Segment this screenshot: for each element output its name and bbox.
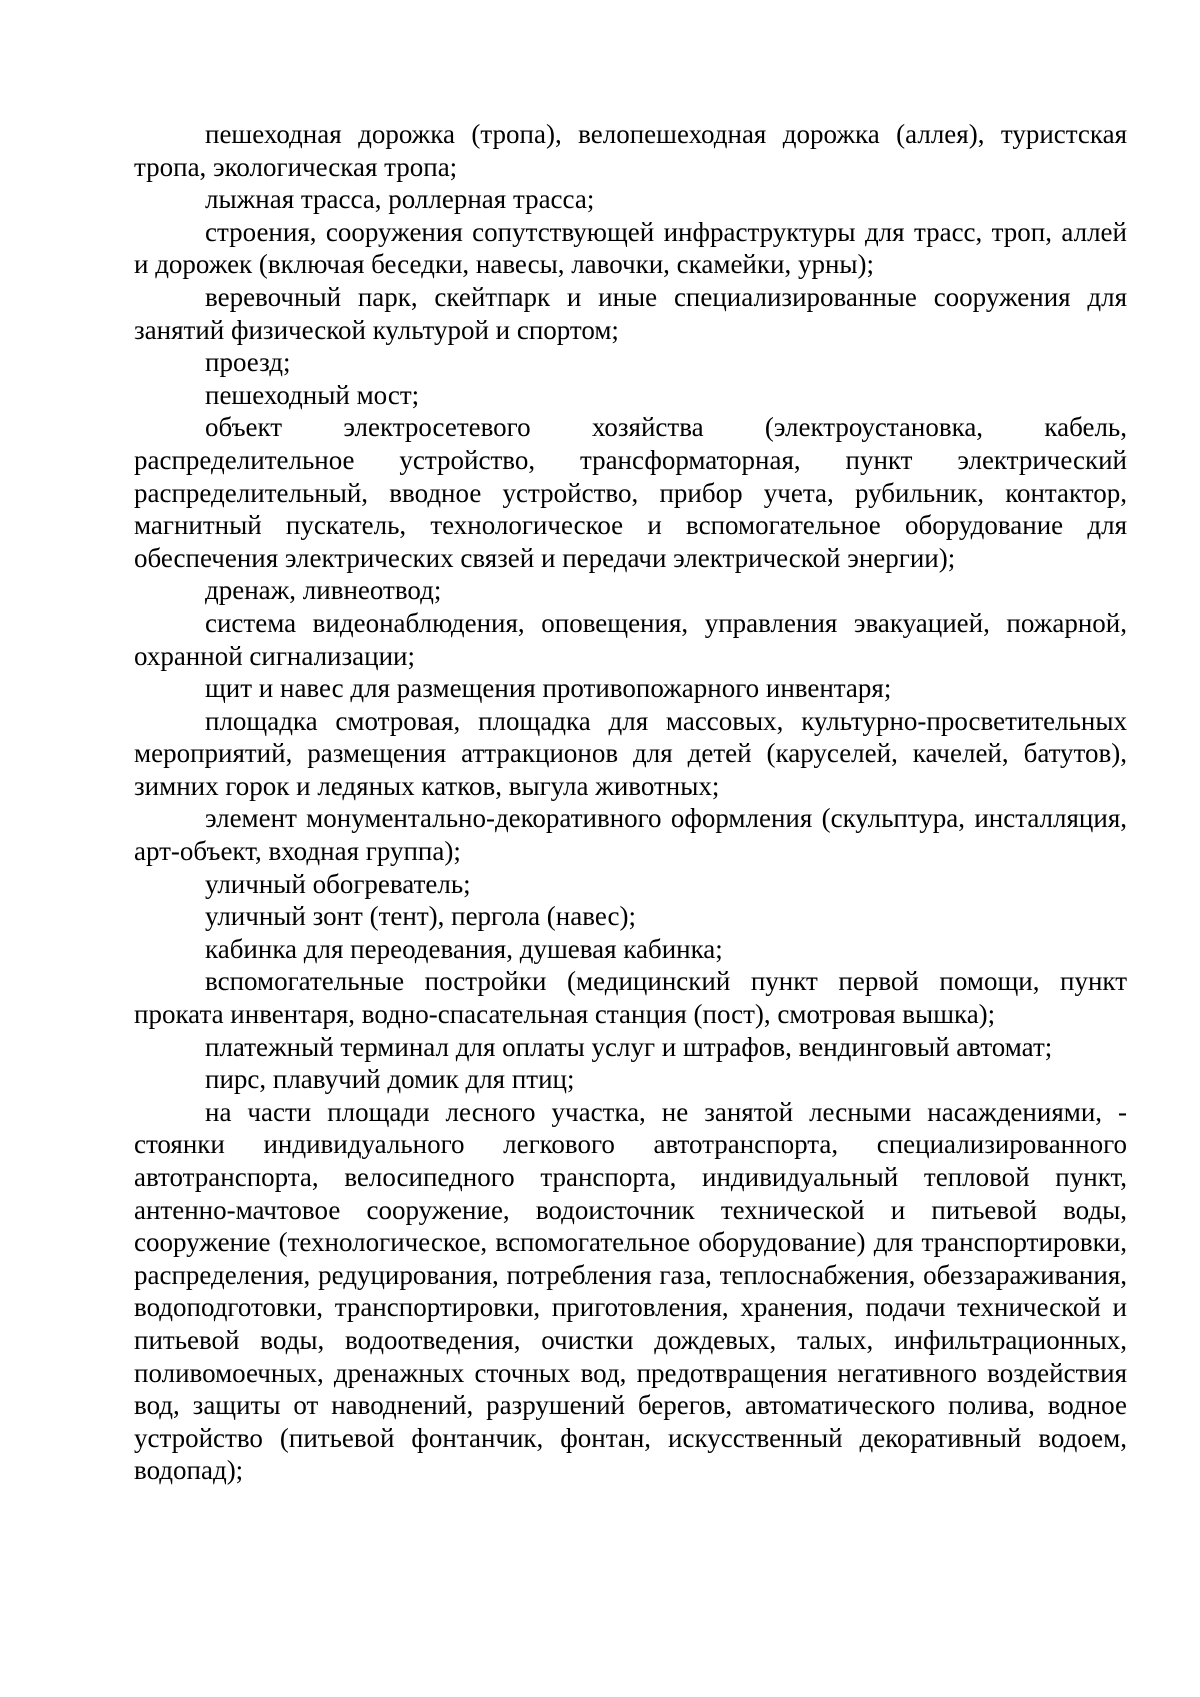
list-item: уличный зонт (тент), пергола (навес);	[205, 901, 636, 932]
list-item: пешеходная дорожка (тропа), велопешеходная дорожка (аллея), туристская тропа, экологическая тропа;	[134, 119, 1127, 182]
list-item: объект электросетевого хозяйства (электроустановка, кабель, распределительное устройство, трансформаторная, пункт электрический распределительный, вводное устройство, прибор учета, рубильник, контактор, магнитный пускатель, технологическое и вспомогательное оборудование для обеспечения электрических связей и передачи электрической энергии);	[134, 412, 1127, 573]
list-item: вспомогательные постройки (медицинский пункт первой помощи, пункт проката инвентаря, водно-спасательная станция (пост), смотровая вышка);	[134, 966, 1127, 1030]
list-item: кабинка для переодевания, душевая кабинка;	[205, 933, 723, 964]
list-item: элемент монументально-декоративного оформления (скульптура, инсталляция, арт-объект, входная группа);	[134, 803, 1127, 867]
list-item: пирс, плавучий домик для птиц;	[205, 1064, 575, 1095]
list-item: дренаж, ливнеотвод;	[205, 575, 442, 606]
document-page	[134, 118, 1127, 1487]
list-item: на части площади лесного участка, не занятой лесными насаждениями, - стоянки индивидуального легкового автотранспорта, специализированного автотранспорта, велосипедного транспорта, индивидуальный тепловой пункт, антенно-мачтовое сооружение, водоисточник технической и питьевой воды, сооружение (технологическое, вспомогательное оборудование) для транспортировки, распределения, редуцирования, потребления газа, теплоснабжения, обеззараживания, водоподготовки, транспортировки, приготовления, хранения, подачи технической и питьевой воды, водоотведения, очистки дождевых, талых, инфильтрационных, поливомоечных, дренажных сточных вод, предотвращения негативного воздействия вод, защиты от наводнений, разрушений берегов, автоматического полива, водное устройство (питьевой фонтанчик, фонтан, искусственный декоративный водоем, водопад);	[134, 1096, 1127, 1486]
list-item: строения, сооружения сопутствующей инфраструктуры для трасс, троп, аллей и дорожек (включая беседки, навесы, лавочки, скамейки, урны);	[134, 216, 1127, 280]
list-item: проезд;	[205, 347, 291, 378]
list-item: площадка смотровая, площадка для массовых, культурно-просветительных мероприятий, размещения аттракционов для детей (каруселей, качелей, батутов), зимних горок и ледяных катков, выгула животных;	[134, 705, 1127, 801]
list-item: лыжная трасса, роллерная трасса;	[205, 184, 595, 215]
list-item: уличный обогреватель;	[205, 868, 471, 899]
list-item: пешеходный мост;	[205, 379, 420, 410]
list-item: система видеонаблюдения, оповещения, управления эвакуацией, пожарной, охранной сигнализации;	[134, 607, 1127, 671]
list-item: веревочный парк, скейтпарк и иные специализированные сооружения для занятий физической культурой и спортом;	[134, 281, 1127, 345]
list-item: платежный терминал для оплаты услуг и штрафов, вендинговый автомат;	[205, 1031, 1053, 1062]
list-item: щит и навес для размещения противопожарного инвентаря;	[205, 673, 892, 704]
